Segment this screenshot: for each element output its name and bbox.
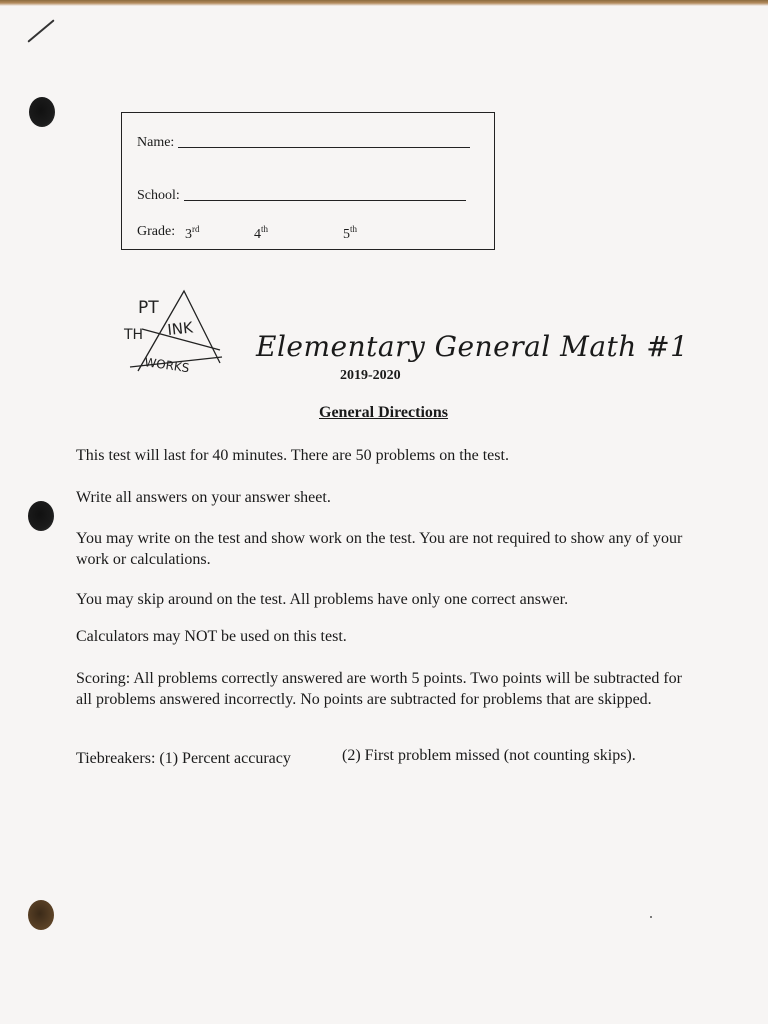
direction-show-work: You may write on the test and show work on the test. You are not required to show any of your work or calculations. (76, 530, 683, 568)
school-year: 2019-2020 (340, 368, 401, 383)
paper-speck (650, 916, 652, 918)
direction-time: This test will last for 40 minutes. There are 50 problems on the test. (76, 447, 509, 464)
school-label: School: (137, 188, 180, 203)
school-field-row (137, 188, 466, 204)
direction-answer-sheet: Write all answers on your answer sheet. (76, 489, 331, 506)
direction-scoring: Scoring: All problems correctly answered are worth 5 points. Two points will be subtracted for all problems answered incorrectly. No points are subtracted for problems that are skipped. (76, 670, 683, 708)
grade-option-3[interactable] (185, 224, 200, 243)
grade-4-number: 4 (254, 227, 261, 242)
grade-label: Grade: (137, 224, 176, 239)
direction-calculators: Calculators may NOT be used on this test. (76, 628, 347, 645)
grade-5-number: 5 (343, 227, 350, 242)
logo-letters-right: INK (166, 318, 194, 339)
direction-skip: You may skip around on the test. All problems have only one correct answer. (76, 591, 569, 608)
name-field-row (137, 135, 470, 151)
pencil-mark (27, 19, 54, 42)
name-field-line[interactable] (178, 147, 470, 148)
logo-letters-top: PT (138, 298, 159, 318)
logo-letters-left: TH (124, 327, 144, 343)
logo-letters-bottom: WORKS (143, 355, 191, 376)
paper-top-edge (0, 0, 768, 6)
grade-5-suffix: th (350, 224, 358, 234)
tiebreaker-first: Tiebreakers: (1) Percent accuracy (76, 750, 291, 767)
test-title: Elementary General Math #1 (256, 330, 689, 363)
name-label: Name: (137, 135, 175, 150)
punch-hole-top (29, 97, 55, 127)
grade-4-suffix: th (261, 224, 269, 234)
tiebreaker-second: (2) First problem missed (not counting skips). (342, 747, 636, 764)
grade-option-5[interactable] (343, 224, 357, 243)
punch-hole-middle (28, 501, 54, 531)
directions-heading: General Directions (319, 404, 449, 421)
grade-3-number: 3 (185, 227, 192, 242)
grade-option-4[interactable] (254, 224, 268, 243)
grade-3-suffix: rd (192, 224, 200, 234)
punch-hole-bottom (28, 900, 54, 930)
school-field-line[interactable] (184, 200, 466, 201)
student-info-box (121, 112, 495, 250)
think-works-logo (118, 287, 228, 379)
